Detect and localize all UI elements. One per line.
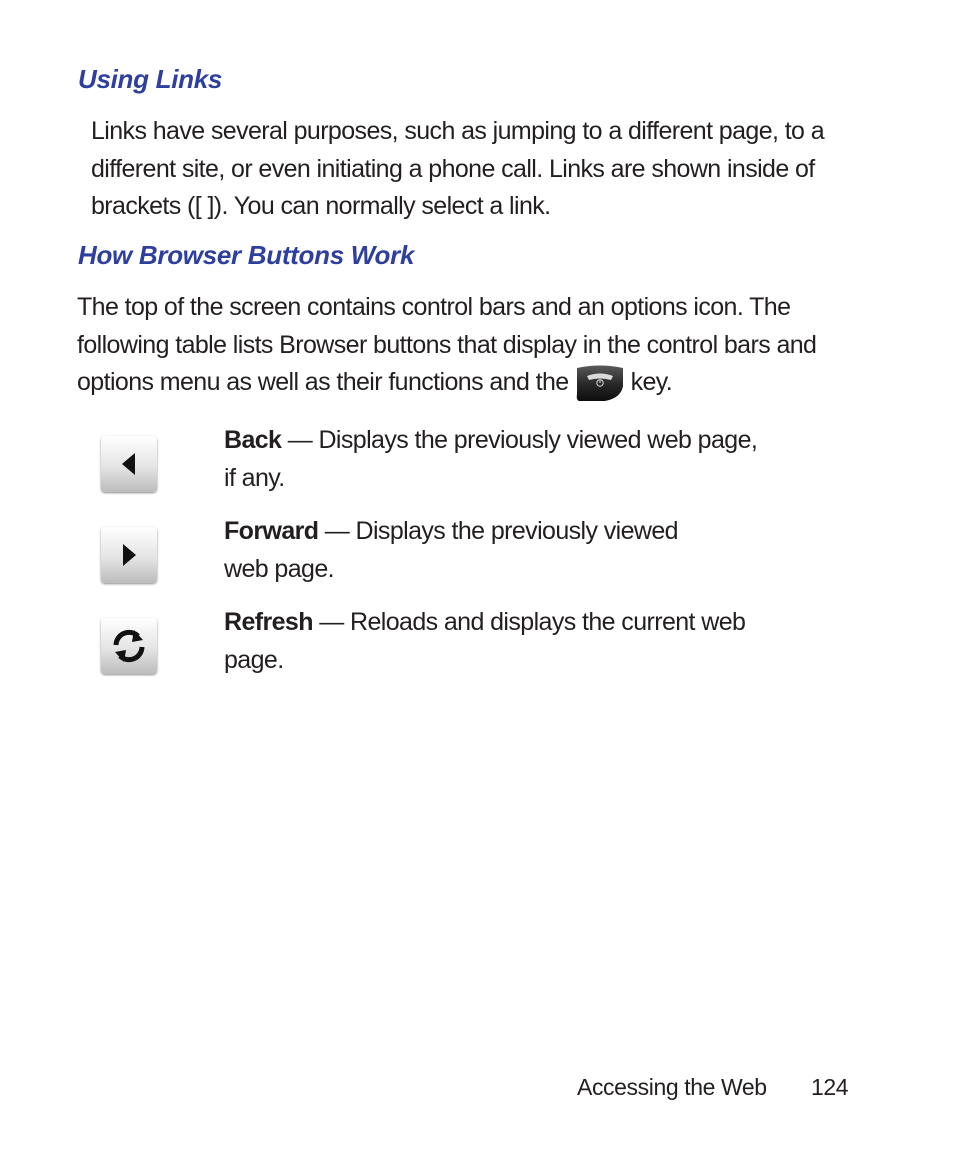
refresh-icon bbox=[101, 618, 157, 674]
refresh-button-description bbox=[224, 604, 772, 679]
heading-using-links: Using Links bbox=[78, 64, 223, 94]
forward-button-label: Forward bbox=[224, 517, 319, 545]
footer-section-title: Accessing the Web bbox=[577, 1074, 767, 1100]
using-links-paragraph: Links have several purposes, such as jumping to a different page, to a different site, or even initiating a phone call. Links are shown inside of brackets ([ ]). You can normally select a link. bbox=[91, 117, 825, 220]
forward-button-description bbox=[224, 513, 714, 588]
back-arrow-icon bbox=[101, 436, 157, 492]
back-button-description bbox=[224, 422, 772, 497]
forward-description-text: Displays the previously viewed web page. bbox=[224, 517, 678, 583]
footer-page-number: 124 bbox=[811, 1074, 849, 1100]
refresh-separator: — bbox=[312, 608, 350, 636]
back-description-text: Displays the previously viewed web page, if any. bbox=[224, 426, 758, 492]
end-call-key-icon bbox=[575, 364, 625, 402]
refresh-button-label: Refresh bbox=[224, 608, 313, 636]
back-separator: — bbox=[281, 426, 319, 454]
browser-buttons-paragraph bbox=[77, 289, 867, 402]
forward-arrow-icon bbox=[101, 527, 157, 583]
refresh-description-text: Reloads and displays the current web page. bbox=[224, 608, 746, 674]
browser-buttons-text: The top of the screen contains control bars and an options icon. The following table lists Browser buttons that display in the control bars and options menu as well as their functions and the bbox=[77, 293, 817, 396]
forward-separator: — bbox=[318, 517, 356, 545]
heading-browser-buttons: How Browser Buttons Work bbox=[78, 240, 415, 270]
key-suffix-text: key. bbox=[630, 368, 673, 396]
back-button-label: Back bbox=[224, 426, 282, 454]
